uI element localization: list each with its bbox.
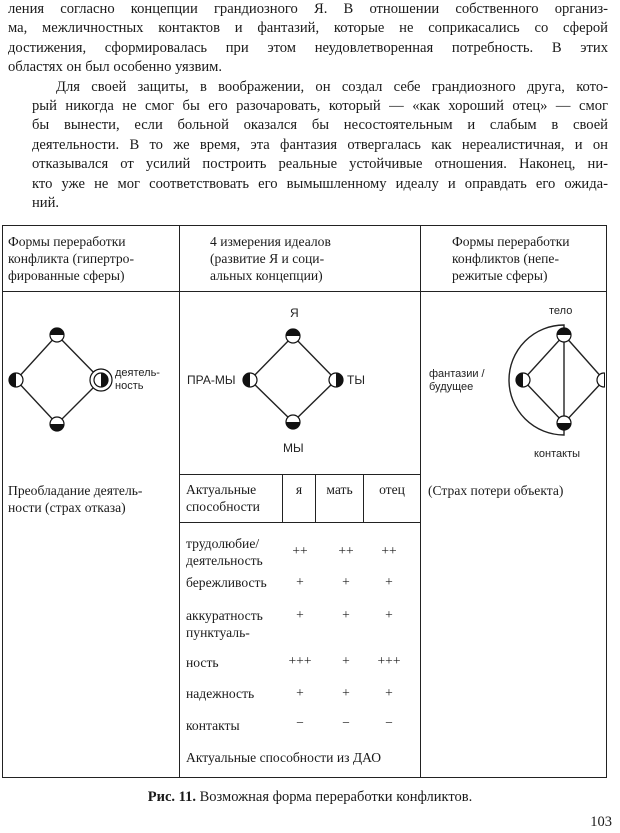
text-line: ления согласно концепции грандиозного Я. В отношении собственного организ- [8,1,608,17]
node-left-icon [9,373,23,387]
value-self: − [296,715,304,730]
row-label-line: трудолюбие/ [186,536,260,551]
header-line: конфликта (гипертро- [8,251,135,266]
caption-label: Рис. 11. [147,789,196,805]
figure-caption [0,789,620,806]
table-divider [179,522,421,523]
row-label-line: пунктуаль- [186,625,250,640]
row-label [186,535,296,569]
value-father: + [385,685,393,700]
value-mother: + [342,574,350,589]
header-middle [210,233,410,284]
abilities-header-line: Актуальные [186,482,257,497]
header-line: режитые сферы) [452,268,548,283]
column-header-mother: мать [326,482,353,497]
header-right [452,233,602,284]
right-diamond-diagram [421,292,605,472]
abilities-footer: Актуальные способности из ДАО [186,750,382,765]
diamond-edges [16,335,101,424]
value-mother: + [342,653,350,668]
header-line: (развитие Я и соци- [210,251,325,266]
text-line: отказывался от усилий построить реальные устойчивые отношения. Наконец, ни- [32,156,608,173]
left-diamond-diagram [0,292,178,472]
label-self: Я [290,306,299,320]
paragraph-2 [8,78,608,214]
table-divider [179,474,421,475]
abilities-header [186,481,281,515]
row-label: контакты [186,718,240,733]
node-bottom-icon [50,417,64,431]
label-pra-my: ПРА-МЫ [187,373,236,387]
value-mother: ++ [338,543,354,558]
text-line: ма, межличностных контактов и фантазий, которые не соприкасались со сферой [8,20,608,37]
node-top-icon [50,328,64,342]
text-line: рый никогда не смог бы его разочаровать, который — «как хороший отец» — смог [32,98,608,115]
value-self: + [296,574,304,589]
value-father: − [385,715,393,730]
row-label: ность [186,655,219,670]
text-line: Для своей защиты, в воображении, он создал себе грандиозного друга, кото- [56,78,608,95]
text-line: областях он был особенно уязвим. [8,59,223,76]
header-line: альных концепции) [210,268,323,283]
activity-label: ность [115,380,144,392]
value-father: ++ [381,543,397,558]
value-father: + [385,574,393,589]
node-top-icon [286,329,300,343]
label-body: тело [549,305,573,317]
caption-text: Возможная форма переработки конфликтов. [195,789,473,805]
row-label [186,607,296,641]
row-label-line: аккуратность [186,608,263,623]
header-left [8,233,176,284]
note-line: ности (страх отказа) [8,500,126,515]
node-bottom-icon [286,415,300,429]
value-father: + [385,607,393,622]
text-line: деятельности. В то же время, эта фантазия отвергалась как нереалистичная, и он [32,136,608,153]
note-line: (Страх потери объекта) [428,483,564,498]
header-line: 4 измерения идеалов [210,234,331,249]
text-line: достижения, сформировалась при этом неудовлетворенная потребность. В этих [8,39,608,56]
text-line: ний. [32,195,60,212]
middle-diamond-diagram [180,292,420,472]
node-left-icon [516,373,530,387]
paragraph-1 [8,0,608,78]
row-label: бережливость [186,575,267,590]
diamond-edges [250,336,336,422]
abilities-header-line: способности [186,499,260,514]
column-header-father: отец [379,482,405,497]
value-mother: + [342,607,350,622]
header-line: фированные сферы) [8,268,125,283]
header-line: Формы переработки [8,234,126,249]
row-label: надежность [186,686,255,701]
left-note [8,482,176,516]
right-note [428,482,603,499]
note-line: Преобладание деятель- [8,483,143,498]
node-bottom-icon [557,416,571,430]
label-fantasy: будущее [429,381,474,393]
value-self: +++ [288,653,312,668]
intro-text [8,0,608,213]
node-right-icon [329,373,343,387]
row-label-line: деятельность [186,553,263,568]
label-my: МЫ [283,441,304,455]
value-self: + [296,607,304,622]
value-self: + [296,685,304,700]
node-right-icon [597,373,605,387]
node-top-icon [557,328,571,342]
node-right-emphasized-icon [90,369,112,391]
activity-label: деятель- [115,367,160,379]
label-ty: ТЫ [347,373,365,387]
column-header-self: я [295,482,303,497]
value-self: ++ [292,543,308,558]
value-mother: − [342,715,350,730]
label-fantasy: фантазии / [429,368,485,380]
header-line: конфликтов (непе- [452,251,559,266]
text-line: бы вынести, если больной оказался бы несостоятельным и слабым в своей [32,117,608,134]
value-mother: + [342,685,350,700]
page-number: 103 [590,814,612,830]
value-father: +++ [377,653,401,668]
node-left-icon [243,373,257,387]
header-line: Формы переработки [452,234,570,249]
text-line: кто уже не мог соответствовать его вымышленному идеалу и оправдать его ожида- [32,175,608,192]
label-contacts: контакты [534,448,581,460]
